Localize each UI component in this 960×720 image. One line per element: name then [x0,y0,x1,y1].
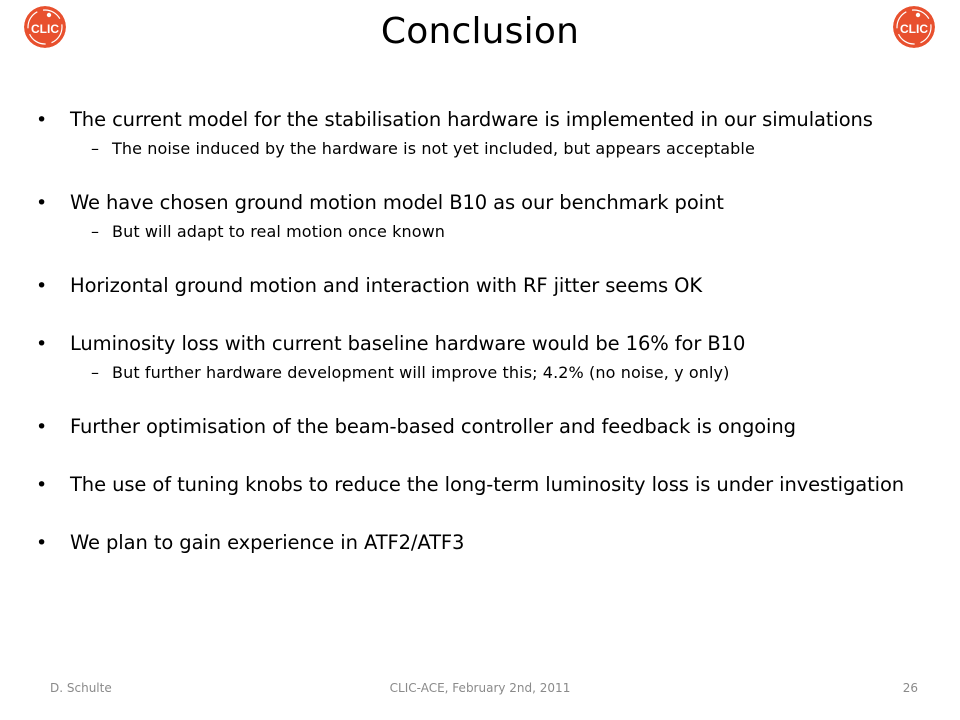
dash-icon: – [91,363,100,382]
bullet-item [34,473,914,497]
sub-bullet-text: But further hardware development will improve this; 4.2% (no noise, y only) [112,363,730,382]
bullet-text: Further optimisation of the beam-based controller and feedback is ongoing [70,415,796,438]
bullet-text: The current model for the stabilisation hardware is implemented in our simulations [70,108,873,131]
slide-title: Conclusion [380,11,580,52]
bullet-text: Luminosity loss with current baseline hardware would be 16% for B10 [70,332,746,355]
sub-bullet-item [34,362,914,384]
bullet-dot-icon: • [36,192,48,214]
bullet-text: The use of tuning knobs to reduce the long-term luminosity loss is under investigation [70,473,905,496]
page-number: 26 [902,681,918,695]
sub-bullet-text: But will adapt to real motion once known [112,222,446,241]
bullet-item [34,332,914,356]
bullet-item [34,415,914,439]
bullet-dot-icon: • [36,416,48,438]
footer-author: D. Schulte [50,681,112,695]
logo-text: CLIC [900,22,928,36]
footer-event: CLIC-ACE, February 2nd, 2011 [389,681,571,695]
sub-bullet-text: The noise induced by the hardware is not yet included, but appears acceptable [112,139,755,158]
bullet-text: We plan to gain experience in ATF2/ATF3 [70,531,465,554]
bullet-dot-icon: • [36,532,48,554]
dash-icon: – [91,139,100,158]
bullet-dot-icon: • [36,474,48,496]
sub-bullet-item [34,138,914,160]
bullet-dot-icon: • [36,333,48,355]
sub-bullet-item [34,221,914,243]
dash-icon: – [91,222,100,241]
bullet-item [34,531,914,555]
bullet-text: We have chosen ground motion model B10 as our benchmark point [70,191,724,214]
bullet-item [34,191,914,215]
bullet-dot-icon: • [36,275,48,297]
logo-text: CLIC [31,22,59,36]
bullet-text: Horizontal ground motion and interaction with RF jitter seems OK [70,274,703,297]
bullet-dot-icon: • [36,109,48,131]
bullet-item [34,274,914,298]
bullet-list [34,108,914,555]
bullet-item [34,108,914,132]
